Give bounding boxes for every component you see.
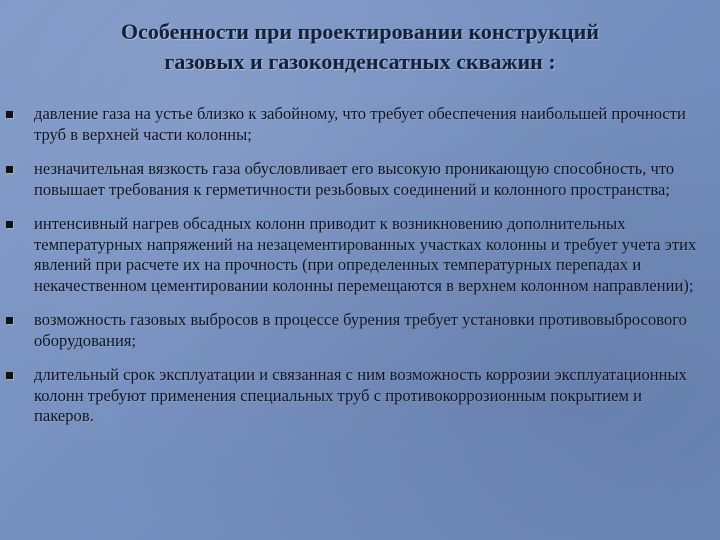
bullet-text: незначительная вязкость газа обусловливает его высокую проникающую способность, что повышает требования к герметичности резьбовых соединений и колонного пространства; <box>34 159 675 199</box>
bullet-text: возможность газовых выбросов в процессе бурения требует установки противовыбросового оборудования; <box>34 310 687 350</box>
bullet-text: длительный срок эксплуатации и связанная с ним возможность коррозии эксплуатационных колонн требуют применения специальных труб с противокоррозионным покрытием и пакеров. <box>34 365 687 425</box>
square-bullet-icon <box>6 221 13 228</box>
square-bullet-icon <box>6 317 13 324</box>
square-bullet-icon <box>6 166 13 173</box>
bullet-item <box>0 365 720 427</box>
bullet-item <box>0 214 720 296</box>
slide-title <box>30 17 690 77</box>
square-bullet-icon <box>6 111 13 118</box>
slide-title-line-2: газовых и газоконденсатных скважин : <box>164 49 556 74</box>
bullet-item <box>0 310 720 351</box>
bullet-list <box>0 104 720 441</box>
bullet-item <box>0 159 720 200</box>
bullet-text: интенсивный нагрев обсадных колонн приводит к возникновению дополнительных температурных напряжений на незацементированных участках колонны и требует учета этих явлений при расчете их на прочность (при определенных температурных перепадах и некачественном цементировании колонны перемещаются в верхнем колонном направлении); <box>34 214 697 295</box>
bullet-text: давление газа на устье близко к забойному, что требует обеспечения наибольшей прочности труб в верхней части колонны; <box>34 104 686 144</box>
slide-title-line-1: Особенности при проектировании конструкций <box>120 19 600 44</box>
bullet-item <box>0 104 720 145</box>
square-bullet-icon <box>6 372 13 379</box>
